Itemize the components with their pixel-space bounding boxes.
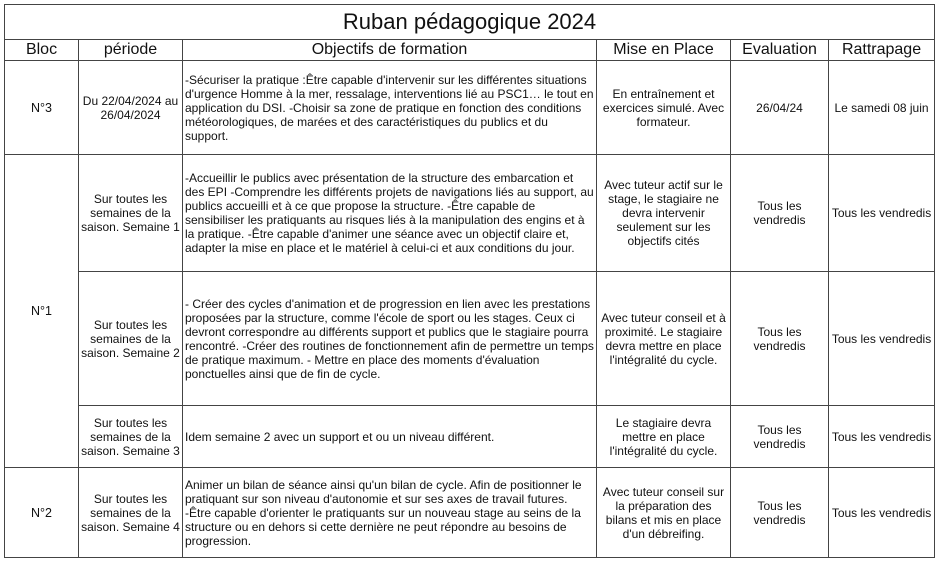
mise-cell: Le stagiaire devra mettre en place l'intégralité du cycle.: [597, 406, 731, 468]
objectifs-cell: -Accueillir le publics avec présentation de la structure des embarcation et des EPI -Comprendre les différents projets de navigations liés au support, au publics accueilli et à ce que propose la structure. -Être capable de sensibiliser les pratiquants au risques liés à la manipulation des engins et à la pratique. -Être capable d'animer une séance avec un objectif claire et, adapter la mise en place et le matériel à celui-ci et aux conditions du jour.: [183, 155, 597, 272]
periode-cell: Sur toutes les semaines de la saison. Semaine 1: [79, 155, 183, 272]
table-row: [5, 272, 935, 406]
header-periode: période: [79, 40, 183, 61]
header-evaluation: Evaluation: [731, 40, 829, 61]
header-objectifs: Objectifs de formation: [183, 40, 597, 61]
objectifs-cell: - Créer des cycles d'animation et de progression en lien avec les prestations proposées par la structure, comme l'école de sport ou les stages. Ceux ci devront correspondre au différents support et publics que le stagiaire pourra rencontré. -Créer des routines de fonctionnement afin de permettre un temps de pratique maximum. - Mettre en place des moments d'évaluation ponctuelles ainsi que de fin de cycle.: [183, 272, 597, 406]
mise-cell: Avec tuteur actif sur le stage, le stagiaire ne devra intervenir seulement sur les objectifs cités: [597, 155, 731, 272]
table-row: [5, 155, 935, 272]
evaluation-cell: Tous les vendredis: [731, 155, 829, 272]
periode-cell: Sur toutes les semaines de la saison. Semaine 2: [79, 272, 183, 406]
header-rattrapage: Rattrapage: [829, 40, 935, 61]
header-row: [5, 40, 935, 61]
header-mise-en-place: Mise en Place: [597, 40, 731, 61]
evaluation-cell: Tous les vendredis: [731, 468, 829, 558]
mise-cell: Avec tuteur conseil sur la préparation des bilans et mis en place d'un débreifing.: [597, 468, 731, 558]
rattrapage-cell: Tous les vendredis: [829, 272, 935, 406]
periode-cell: Sur toutes les semaines de la saison. Semaine 3: [79, 406, 183, 468]
periode-cell: Sur toutes les semaines de la saison. Semaine 4: [79, 468, 183, 558]
periode-cell: Du 22/04/2024 au 26/04/2024: [79, 61, 183, 155]
evaluation-cell: Tous les vendredis: [731, 272, 829, 406]
rattrapage-cell: Tous les vendredis: [829, 406, 935, 468]
ribbon-table: [4, 4, 935, 558]
bloc-cell: N°1: [5, 155, 79, 468]
bloc-cell: N°2: [5, 468, 79, 558]
table-row: [5, 406, 935, 468]
rattrapage-cell: Le samedi 08 juin: [829, 61, 935, 155]
evaluation-cell: 26/04/24: [731, 61, 829, 155]
objectifs-cell: Idem semaine 2 avec un support et ou un niveau différent.: [183, 406, 597, 468]
table-row: [5, 61, 935, 155]
header-bloc: Bloc: [5, 40, 79, 61]
bloc-cell: N°3: [5, 61, 79, 155]
evaluation-cell: Tous les vendredis: [731, 406, 829, 468]
table-row: [5, 468, 935, 558]
rattrapage-cell: Tous les vendredis: [829, 468, 935, 558]
objectifs-cell: Animer un bilan de séance ainsi qu'un bilan de cycle. Afin de positionner le pratiquant sur son niveau d'autonomie et sur ses axes de travail futures. -Être capable d'orienter le pratiquants sur un nouveau stage au seins de la structure ou en dehors si cette dernière ne peut répondre au besoins de progression.: [183, 468, 597, 558]
mise-cell: Avec tuteur conseil et à proximité. Le stagiaire devra mettre en place l'intégralité du cycle.: [597, 272, 731, 406]
rattrapage-cell: Tous les vendredis: [829, 155, 935, 272]
pedagogical-ribbon: [4, 4, 934, 558]
objectifs-cell: -Sécuriser la pratique :Être capable d'intervenir sur les différentes situations d'urgence Homme à la mer, ressalage, interventions lié au PSC1… le tout en application du DSI. -Choisir sa zone de pratique en fonction des conditions météorologiques, de marées et des caractéristiques du publics et du support.: [183, 61, 597, 155]
mise-cell: En entraînement et exercices simulé. Avec formateur.: [597, 61, 731, 155]
table-title: Ruban pédagogique 2024: [5, 5, 935, 40]
